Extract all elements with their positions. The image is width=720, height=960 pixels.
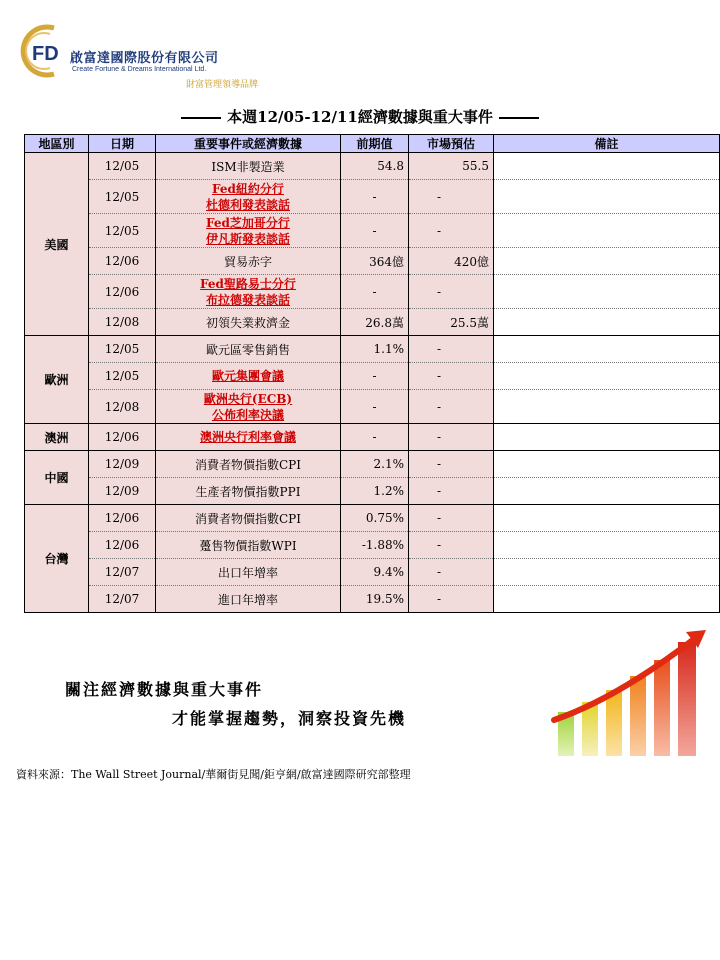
table-row bbox=[25, 505, 720, 532]
date-cell: 12/05 bbox=[89, 336, 156, 363]
note-cell bbox=[494, 363, 720, 390]
page-title-text: 本週12/05-12/11經濟數據與重大事件 bbox=[227, 108, 493, 126]
title-dash-left bbox=[181, 117, 221, 119]
date-cell: 12/08 bbox=[89, 309, 156, 336]
event-cell bbox=[156, 180, 341, 214]
note-cell bbox=[494, 180, 720, 214]
column-header: 市場預估 bbox=[409, 135, 494, 153]
forecast-cell: - bbox=[409, 478, 494, 505]
date-cell: 12/06 bbox=[89, 424, 156, 451]
date-cell: 12/08 bbox=[89, 390, 156, 424]
forecast-cell: 55.5 bbox=[409, 153, 494, 180]
event-line: 生產者物價指數PPI bbox=[195, 484, 301, 499]
table-row bbox=[25, 451, 720, 478]
forecast-cell: - bbox=[409, 390, 494, 424]
event-cell bbox=[156, 336, 341, 363]
event-cell bbox=[156, 586, 341, 613]
note-cell bbox=[494, 478, 720, 505]
forecast-cell: - bbox=[409, 451, 494, 478]
previous-value-cell: 1.2% bbox=[341, 478, 409, 505]
event-cell bbox=[156, 275, 341, 309]
event-cell bbox=[156, 559, 341, 586]
table-row bbox=[25, 248, 720, 275]
slogan-line-2: 才能掌握趨勢，洞察投資先機 bbox=[172, 709, 407, 728]
region-cell: 美國 bbox=[25, 153, 89, 336]
company-name-cn: 啟富達國際股份有限公司 bbox=[70, 51, 219, 66]
growth-bar-6 bbox=[678, 642, 696, 756]
event-line: 歐元區零售銷售 bbox=[205, 342, 290, 357]
event-line: Fed聖路易士分行 bbox=[200, 276, 296, 291]
logo-mark-icon bbox=[14, 20, 76, 82]
event-cell bbox=[156, 363, 341, 390]
forecast-cell: - bbox=[409, 180, 494, 214]
table-row bbox=[25, 309, 720, 336]
note-cell bbox=[494, 559, 720, 586]
table-row bbox=[25, 336, 720, 363]
date-cell: 12/09 bbox=[89, 451, 156, 478]
previous-value-cell: 26.8萬 bbox=[341, 309, 409, 336]
event-cell bbox=[156, 309, 341, 336]
date-cell: 12/07 bbox=[89, 586, 156, 613]
table-row bbox=[25, 214, 720, 248]
growth-bars-illustration bbox=[548, 628, 720, 760]
note-cell bbox=[494, 586, 720, 613]
note-cell bbox=[494, 214, 720, 248]
previous-value-cell: 0.75% bbox=[341, 505, 409, 532]
events-table bbox=[24, 134, 720, 613]
column-header: 日期 bbox=[89, 135, 156, 153]
event-line: 伊凡斯發表談話 bbox=[205, 231, 290, 246]
note-cell bbox=[494, 309, 720, 336]
note-cell bbox=[494, 248, 720, 275]
note-cell bbox=[494, 390, 720, 424]
event-cell bbox=[156, 532, 341, 559]
column-header: 重要事件或經濟數據 bbox=[156, 135, 341, 153]
table-row bbox=[25, 586, 720, 613]
event-line: Fed紐約分行 bbox=[212, 181, 284, 196]
table-row bbox=[25, 390, 720, 424]
event-line: 躉售物價指數WPI bbox=[199, 538, 297, 553]
table-row bbox=[25, 363, 720, 390]
previous-value-cell: - bbox=[341, 214, 409, 248]
svg-text:FD: FD bbox=[32, 43, 59, 65]
forecast-cell: - bbox=[409, 559, 494, 586]
growth-bar-4 bbox=[630, 676, 646, 756]
forecast-cell: 420億 bbox=[409, 248, 494, 275]
event-cell bbox=[156, 424, 341, 451]
date-cell: 12/06 bbox=[89, 275, 156, 309]
forecast-cell: 25.5萬 bbox=[409, 309, 494, 336]
event-line: 初領失業救濟金 bbox=[205, 315, 290, 330]
date-cell: 12/06 bbox=[89, 532, 156, 559]
date-cell: 12/05 bbox=[89, 180, 156, 214]
event-cell bbox=[156, 478, 341, 505]
page-title bbox=[0, 106, 720, 127]
table-row bbox=[25, 532, 720, 559]
note-cell bbox=[494, 451, 720, 478]
date-cell: 12/07 bbox=[89, 559, 156, 586]
date-cell: 12/05 bbox=[89, 153, 156, 180]
event-line: 澳洲央行利率會議 bbox=[199, 430, 296, 444]
table-body bbox=[25, 153, 720, 613]
source-note: 資料來源：The Wall Street Journal/華爾街見聞/鉅亨網/啟富達國際研究部整理 bbox=[16, 768, 411, 781]
previous-value-cell: 2.1% bbox=[341, 451, 409, 478]
forecast-cell: - bbox=[409, 336, 494, 363]
date-cell: 12/09 bbox=[89, 478, 156, 505]
forecast-cell: - bbox=[409, 214, 494, 248]
previous-value-cell: - bbox=[341, 390, 409, 424]
column-header: 地區別 bbox=[25, 135, 89, 153]
column-header: 前期值 bbox=[341, 135, 409, 153]
forecast-cell: - bbox=[409, 586, 494, 613]
previous-value-cell: - bbox=[341, 424, 409, 451]
note-cell bbox=[494, 275, 720, 309]
table-row bbox=[25, 424, 720, 451]
region-cell: 澳洲 bbox=[25, 424, 89, 451]
forecast-cell: - bbox=[409, 532, 494, 559]
event-line: 出口年增率 bbox=[217, 565, 278, 580]
note-cell bbox=[494, 532, 720, 559]
table-row bbox=[25, 559, 720, 586]
previous-value-cell: - bbox=[341, 180, 409, 214]
date-cell: 12/05 bbox=[89, 214, 156, 248]
table-header-row bbox=[25, 135, 720, 153]
event-line: 布拉德發表談話 bbox=[205, 292, 290, 307]
forecast-cell: - bbox=[409, 424, 494, 451]
title-dash-right bbox=[499, 117, 539, 119]
note-cell bbox=[494, 153, 720, 180]
forecast-cell: - bbox=[409, 505, 494, 532]
date-cell: 12/06 bbox=[89, 248, 156, 275]
region-cell: 台灣 bbox=[25, 505, 89, 613]
event-line: 貿易赤字 bbox=[223, 254, 272, 269]
event-cell bbox=[156, 248, 341, 275]
event-line: 歐洲央行(ECB) bbox=[203, 391, 293, 406]
table-row bbox=[25, 275, 720, 309]
event-cell bbox=[156, 390, 341, 424]
event-line: ISM非製造業 bbox=[211, 159, 285, 174]
event-line: 消費者物價指數CPI bbox=[195, 457, 301, 472]
previous-value-cell: -1.88% bbox=[341, 532, 409, 559]
forecast-cell: - bbox=[409, 363, 494, 390]
company-name-en: Create Fortune & Dreams International Ltd. bbox=[72, 66, 207, 73]
region-cell: 中國 bbox=[25, 451, 89, 505]
event-line: Fed芝加哥分行 bbox=[206, 215, 290, 230]
event-line: 歐元集團會議 bbox=[211, 369, 284, 383]
previous-value-cell: 9.4% bbox=[341, 559, 409, 586]
growth-arrow-icon bbox=[554, 636, 698, 720]
date-cell: 12/06 bbox=[89, 505, 156, 532]
event-cell bbox=[156, 153, 341, 180]
note-cell bbox=[494, 336, 720, 363]
column-header: 備註 bbox=[494, 135, 720, 153]
event-cell bbox=[156, 214, 341, 248]
date-cell: 12/05 bbox=[89, 363, 156, 390]
table-row bbox=[25, 478, 720, 505]
table-row bbox=[25, 153, 720, 180]
slogan-line-1: 關注經濟數據與重大事件 bbox=[65, 680, 264, 699]
forecast-cell: - bbox=[409, 275, 494, 309]
growth-bar-3 bbox=[606, 690, 622, 756]
growth-bar-5 bbox=[654, 660, 670, 756]
previous-value-cell: 54.8 bbox=[341, 153, 409, 180]
previous-value-cell: 19.5% bbox=[341, 586, 409, 613]
previous-value-cell: 1.1% bbox=[341, 336, 409, 363]
previous-value-cell: - bbox=[341, 275, 409, 309]
event-line: 進口年增率 bbox=[217, 592, 278, 607]
event-line: 公佈利率決議 bbox=[211, 407, 284, 422]
previous-value-cell: 364億 bbox=[341, 248, 409, 275]
company-slogan: 財富管理領導品牌 bbox=[186, 80, 259, 90]
note-cell bbox=[494, 505, 720, 532]
event-line: 杜德利發表談話 bbox=[205, 197, 290, 212]
event-cell bbox=[156, 451, 341, 478]
previous-value-cell: - bbox=[341, 363, 409, 390]
table-row bbox=[25, 180, 720, 214]
event-cell bbox=[156, 505, 341, 532]
region-cell: 歐洲 bbox=[25, 336, 89, 424]
note-cell bbox=[494, 424, 720, 451]
company-logo bbox=[14, 20, 259, 90]
event-line: 消費者物價指數CPI bbox=[195, 511, 301, 526]
